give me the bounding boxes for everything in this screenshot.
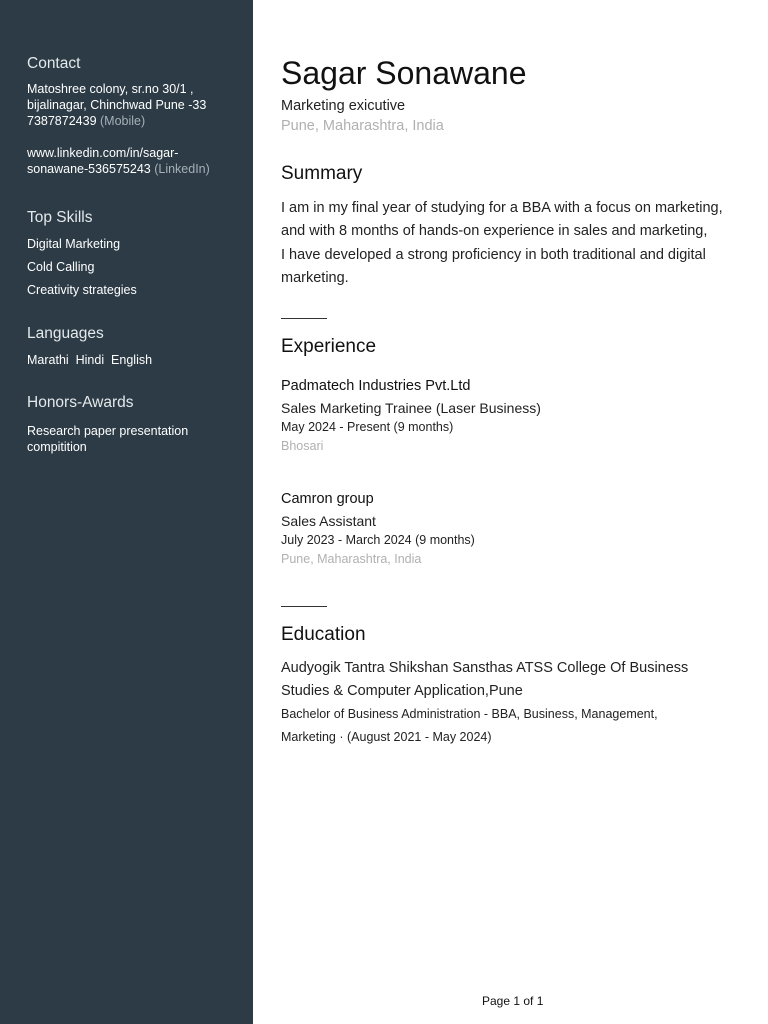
skills-section [27,209,242,305]
linkedin-link[interactable]: www.linkedin.com/in/sagar- [27,146,179,160]
skill-item: Creativity strategies [27,283,137,297]
page-number: Page 1 of 1 [482,994,544,1008]
address-line: Matoshree colony, sr.no 30/1 , [27,82,194,96]
summary-line: marketing. [281,269,349,286]
languages-section [27,325,242,368]
job-title: Sales Assistant [281,513,376,529]
job-company: Padmatech Industries Pvt.Ltd [281,378,471,394]
profile-headline: Marketing exicutive [281,98,406,114]
school-name-cont: Studies & Computer Application,Pune [281,683,523,699]
contact-heading: Contact [27,55,81,72]
skills-heading: Top Skills [27,209,93,226]
skill-item: Cold Calling [27,260,95,274]
linkedin-handle[interactable]: sonawane-536575243 [27,162,151,176]
school-name: Audyogik Tantra Shikshan Sansthas ATSS College Of Business [281,660,689,676]
honors-heading: Honors-Awards [27,394,134,411]
languages-list: Marathi Hindi English [27,353,153,367]
divider [281,318,327,319]
skill-item: Digital Marketing [27,237,121,251]
honors-section [27,394,242,455]
profile-name: Sagar Sonawane [281,55,527,91]
degree-cont: Marketing · (August 2021 - May 2024) [281,730,492,744]
summary-line: I am in my final year of studying for a BBA with a focus on marketing, [281,200,723,216]
job-location: Bhosari [281,439,324,453]
job-location: Pune, Maharashtra, India [281,552,422,566]
summary-heading: Summary [281,163,363,184]
contact-section [27,55,242,177]
divider [281,606,327,607]
summary-line: and with 8 months of hands-on experience in sales and marketing, [281,223,708,240]
summary-line: I have developed a strong proficiency in both traditional and digital [281,246,706,263]
languages-heading: Languages [27,325,104,342]
experience-heading: Experience [281,336,377,357]
phone-label: (Mobile) [100,114,146,128]
education-entry [281,657,751,749]
job-company: Camron group [281,491,374,507]
linkedin-link-cont[interactable] [27,161,242,177]
job-dates: May 2024 - Present (9 months) [281,420,454,434]
job-dates: July 2023 - March 2024 (9 months) [281,533,475,547]
summary-text [281,197,751,290]
job-title: Sales Marketing Trainee (Laser Business) [281,400,541,416]
honor-item-cont: compitition [27,440,87,454]
phone-number: 7387872439 [27,114,97,128]
education-heading: Education [281,624,366,645]
honor-item: Research paper presentation [27,424,189,438]
address-line: bijalinagar, Chinchwad Pune -33 [27,98,207,112]
profile-location: Pune, Maharashtra, India [281,118,444,134]
linkedin-label: (LinkedIn) [154,162,210,176]
sidebar [0,0,253,1024]
degree: Bachelor of Business Administration - BBA, Business, Management, [281,707,658,721]
phone [27,113,242,129]
